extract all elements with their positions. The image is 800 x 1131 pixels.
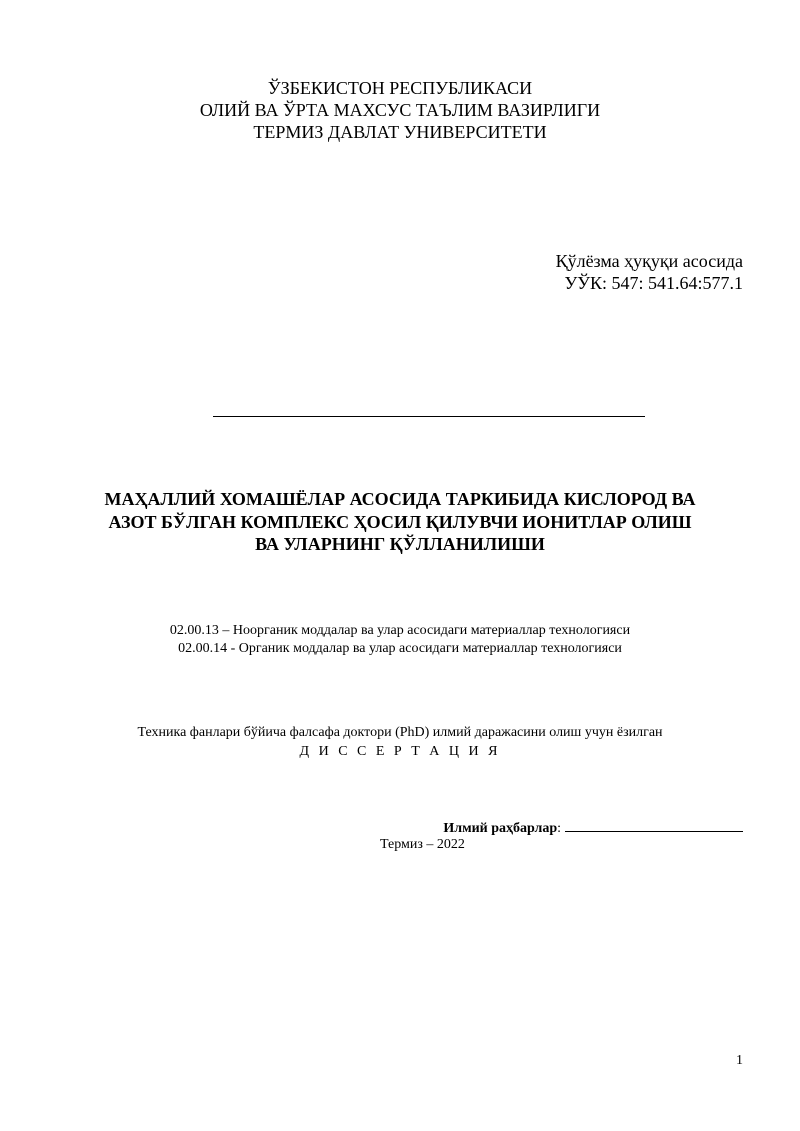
city-year: Термиз – 2022 bbox=[380, 837, 465, 852]
page-number: 1 bbox=[736, 1053, 743, 1068]
dissertation-title-line-3: ВА УЛАРНИНГ ҚЎЛЛАНИЛИШИ bbox=[255, 534, 545, 554]
degree-statement: Техника фанлари бўйича фалсафа доктори (PhD) илмий даражасини олиш учун ёзилган bbox=[137, 725, 663, 740]
dissertation-title-line-1: МАҲАЛЛИЙ ХОМАШЁЛАР АСОСИДА ТАРКИБИДА КИСЛОРОД ВА bbox=[104, 489, 696, 509]
country-name: ЎЗБЕКИСТОН РЕСПУБЛИКАСИ bbox=[267, 78, 533, 98]
dissertation-label: Д И С С Е Р Т А Ц И Я bbox=[299, 744, 501, 759]
dissertation-title-line-2: АЗОТ БЎЛГАН КОМПЛЕКС ҲОСИЛ ҚИЛУВЧИ ИОНИТЛАР ОЛИШ bbox=[108, 512, 692, 532]
supervisor-label: Илмий раҳбарлар bbox=[443, 821, 558, 836]
specialty-code-1: 02.00.13 – Ноорганик моддалар ва улар асосидаги материаллар технологияси bbox=[169, 623, 631, 638]
manuscript-rights: Қўлёзма ҳуқуқи асосида bbox=[555, 251, 743, 271]
specialty-code-2: 02.00.14 - Органик моддалар ва улар асосидаги материаллар технологияси bbox=[178, 641, 622, 656]
ministry-name: ОЛИЙ ВА ЎРТА МАХСУС ТАЪЛИМ ВАЗИРЛИГИ bbox=[199, 100, 601, 120]
udk-code: УЎК: 547: 541.64:577.1 bbox=[564, 273, 743, 293]
university-name: ТЕРМИЗ ДАВЛАТ УНИВЕРСИТЕТИ bbox=[253, 122, 547, 142]
supervisor-blank-line bbox=[565, 817, 743, 832]
supervisor-colon: : bbox=[557, 821, 561, 836]
author-name-line bbox=[213, 416, 645, 417]
supervisor-field bbox=[443, 817, 743, 838]
